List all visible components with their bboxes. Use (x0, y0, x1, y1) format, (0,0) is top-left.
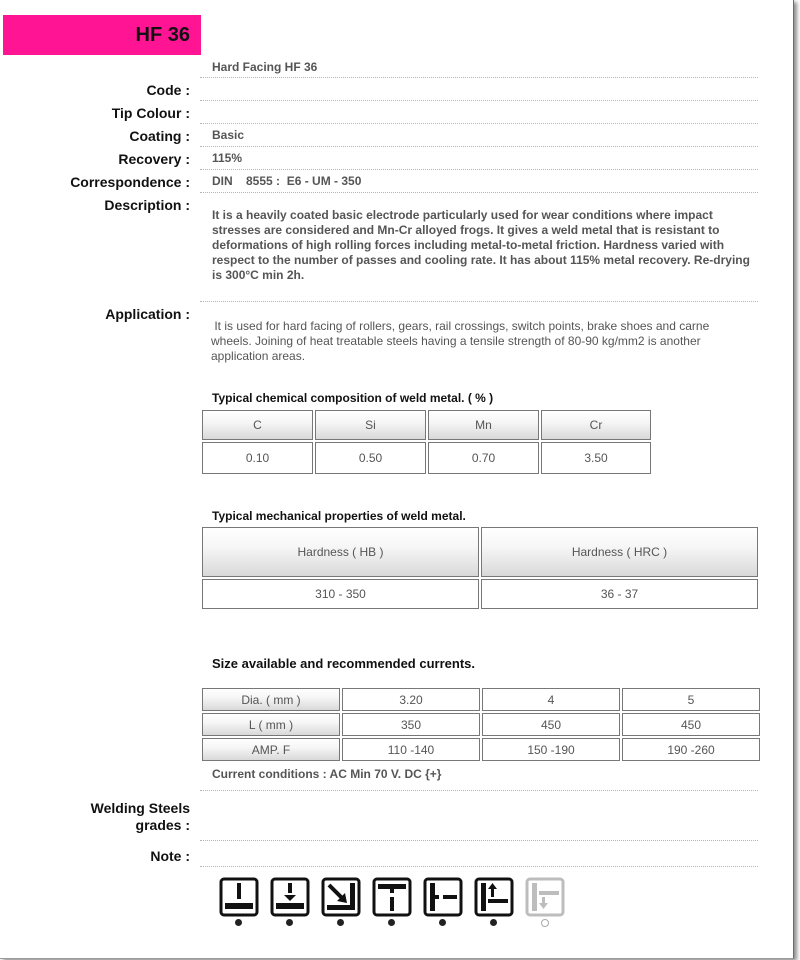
mechanical-header-hb: Hardness ( HB ) (202, 527, 479, 577)
correspondence-value: DIN 8555 : E6 - UM - 350 (212, 174, 362, 188)
sizes-row-label: Dia. ( mm ) (202, 688, 340, 711)
table-row (202, 527, 758, 577)
chemical-value-cr: 3.50 (541, 442, 651, 474)
flat-fillet-position-icon (270, 877, 310, 929)
position-indicator-dot (235, 919, 242, 926)
sizes-title: Size available and recommended currents. (212, 656, 475, 671)
table-row (202, 410, 651, 440)
divider (200, 192, 758, 193)
note-label: Note : (150, 848, 190, 864)
correspondence-label: Correspondence : (70, 174, 190, 190)
sizes-row-label: L ( mm ) (202, 713, 340, 736)
table-row (202, 579, 758, 609)
table-row (202, 713, 760, 736)
overhead-position-icon (372, 877, 412, 929)
sizes-cell: 150 -190 (482, 738, 620, 761)
horizontal-fillet-position-icon (321, 877, 361, 929)
divider (200, 77, 758, 78)
vertical-up-position-icon (474, 877, 514, 929)
coating-label: Coating : (129, 128, 190, 144)
divider (200, 840, 758, 841)
welding-steels-label-line2: grades : (135, 817, 190, 833)
chemical-title: Typical chemical composition of weld metal. ( % ) (212, 391, 494, 405)
divider (200, 301, 758, 302)
divider (200, 790, 758, 791)
table-row (202, 738, 760, 761)
product-name: Hard Facing HF 36 (212, 60, 318, 74)
mechanical-table (200, 525, 760, 611)
current-conditions: Current conditions : AC Min 70 V. DC {+} (212, 767, 442, 781)
tip-colour-label: Tip Colour : (111, 105, 190, 121)
sizes-row-label: AMP. F (202, 738, 340, 761)
chemical-header-c: C (202, 410, 313, 440)
description-text: It is a heavily coated basic electrode particularly used for wear conditions where impact stresses are considered and Mn-Cr alloyed frogs. It gives a weld metal that is resistant to deformations of high rolling forces including metal-to-metal friction. Hardness varied with respect to the number of passes and cooling rate. It has about 115% metal recovery. Re-drying is 300°C min 2h. (212, 208, 750, 282)
product-code: HF 36 (135, 24, 190, 46)
coating-value: Basic (212, 128, 245, 142)
vertical-position-icon (423, 877, 463, 929)
sizes-cell: 110 -140 (342, 738, 480, 761)
sizes-table (200, 686, 762, 763)
welding-steels-label-line1: Welding Steels (90, 800, 190, 816)
product-code-banner (3, 15, 201, 55)
position-indicator-dot (388, 919, 395, 926)
description-label: Description : (104, 197, 190, 213)
vertical-down-position-icon (525, 877, 565, 929)
code-label: Code : (146, 82, 190, 98)
welding-steels-label (91, 800, 190, 834)
position-indicator-dot (490, 919, 497, 926)
divider (200, 169, 758, 170)
position-indicator-dot (541, 919, 549, 927)
flat-butt-position-icon (219, 877, 259, 929)
sizes-cell: 450 (622, 713, 760, 736)
chemical-header-cr: Cr (541, 410, 651, 440)
chemical-value-mn: 0.70 (428, 442, 539, 474)
chemical-value-c: 0.10 (202, 442, 313, 474)
chemical-value-si: 0.50 (315, 442, 426, 474)
mechanical-value-hb: 310 - 350 (202, 579, 479, 609)
sizes-cell: 3.20 (342, 688, 480, 711)
sizes-cell: 350 (342, 713, 480, 736)
chemical-header-mn: Mn (428, 410, 539, 440)
application-label: Application : (105, 306, 190, 322)
position-indicator-dot (286, 919, 293, 926)
chemical-header-si: Si (315, 410, 426, 440)
application-text: It is used for hard facing of rollers, gears, rail crossings, switch points, brake shoes and carne wheels. Joining of heat treatable steels having a tensile strength of 80-90 kg/mm2 is another application areas. (211, 319, 713, 363)
sizes-cell: 4 (482, 688, 620, 711)
position-indicator-dot (439, 919, 446, 926)
mechanical-header-hrc: Hardness ( HRC ) (481, 527, 758, 577)
mechanical-title: Typical mechanical properties of weld metal. (212, 509, 466, 523)
divider (200, 146, 758, 147)
divider (200, 123, 758, 124)
recovery-label: Recovery : (118, 151, 190, 167)
table-row (202, 688, 760, 711)
divider (200, 100, 758, 101)
chemical-table (200, 408, 653, 476)
table-row (202, 442, 651, 474)
sizes-cell: 5 (622, 688, 760, 711)
recovery-value: 115% (212, 151, 243, 165)
sizes-cell: 450 (482, 713, 620, 736)
sizes-cell: 190 -260 (622, 738, 760, 761)
position-indicator-dot (337, 919, 344, 926)
divider (200, 866, 758, 867)
mechanical-value-hrc: 36 - 37 (481, 579, 758, 609)
